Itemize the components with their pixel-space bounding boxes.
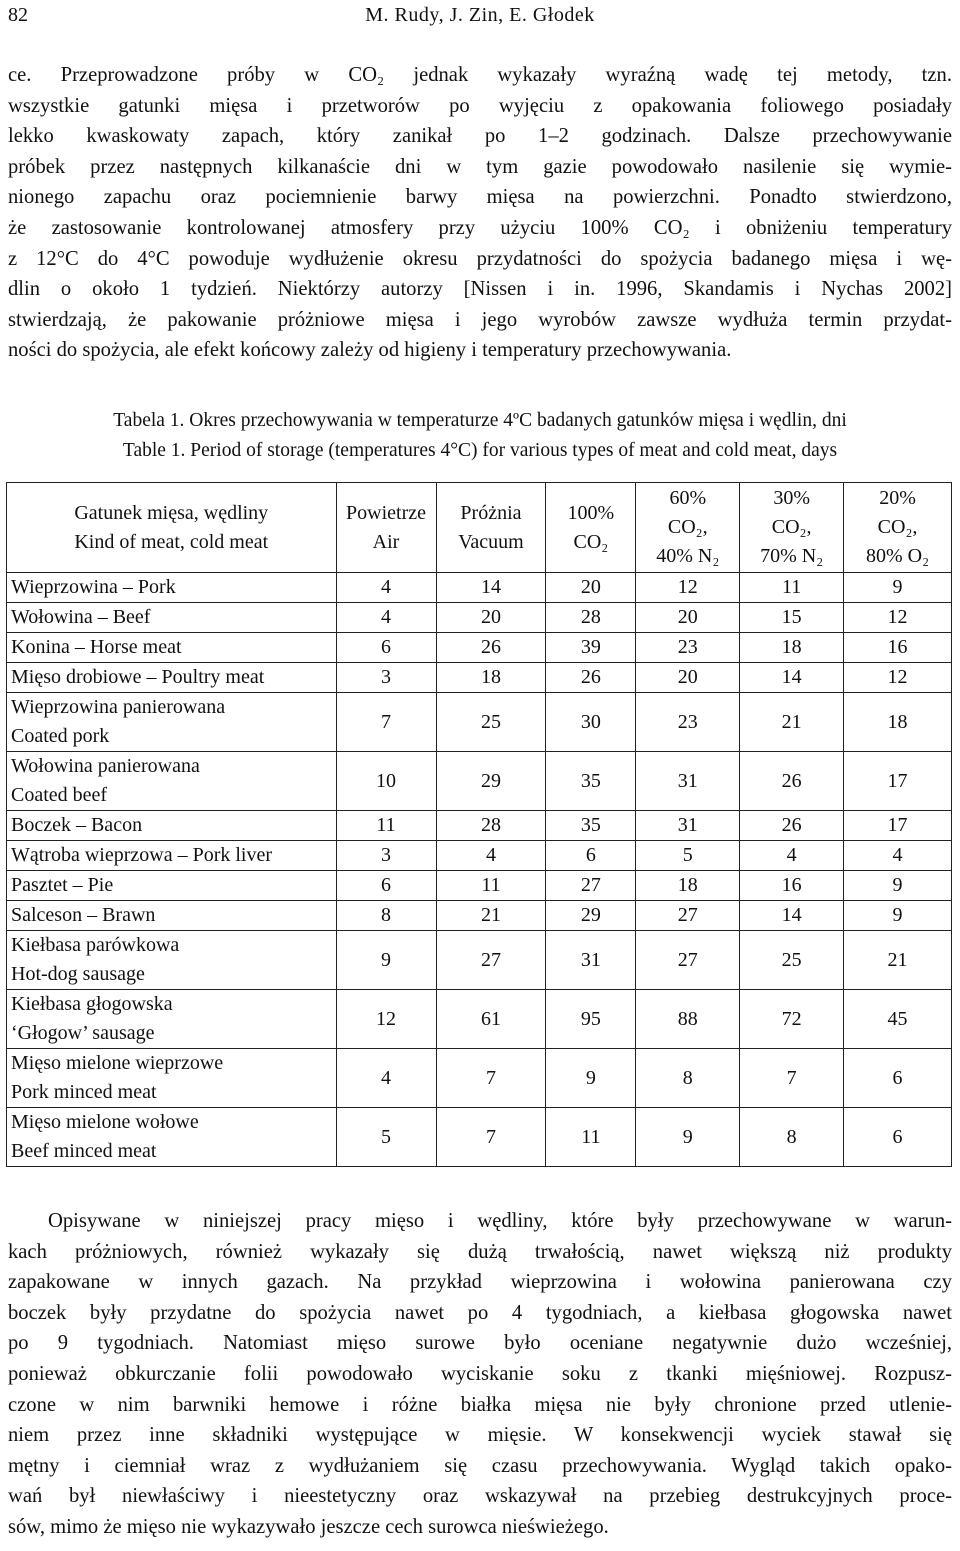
- header-mix-20-80: [844, 483, 952, 573]
- value-cell: 16: [740, 871, 844, 901]
- value-cell: 26: [436, 633, 546, 663]
- row-name-pl: Pasztet – Pie: [11, 874, 114, 896]
- value-cell: 31: [636, 752, 740, 811]
- row-name-pl: Mięso mielone wołowe: [11, 1111, 199, 1133]
- value-cell: 11: [336, 811, 436, 841]
- header-vacuum-pl: Próżnia: [460, 501, 522, 524]
- value-cell: 18: [436, 663, 546, 693]
- value-cell: 6: [336, 633, 436, 663]
- page-header: [8, 2, 952, 28]
- table-row: [7, 752, 952, 811]
- row-name: [7, 693, 337, 752]
- table-row: [7, 1108, 952, 1167]
- value-cell: 8: [740, 1108, 844, 1167]
- row-name: [7, 752, 337, 811]
- value-cell: 18: [636, 871, 740, 901]
- value-cell: 7: [436, 1108, 546, 1167]
- text-line: dlin o około 1 tydzień. Niektórzy autorzy [Nissen i in. 1996, Skandamis i Nychas 2002]: [8, 278, 952, 301]
- header-mix2-b: CO₂,: [771, 516, 812, 538]
- row-name-en: Coated beef: [11, 784, 108, 806]
- value-cell: 6: [336, 871, 436, 901]
- value-cell: 12: [844, 603, 952, 633]
- value-cell: 4: [336, 1049, 436, 1108]
- header-mix-60-40: [636, 483, 740, 573]
- value-cell: 72: [740, 990, 844, 1049]
- value-cell: 3: [336, 663, 436, 693]
- table-row: [7, 931, 952, 990]
- table-header-row: [7, 483, 952, 573]
- value-cell: 14: [740, 901, 844, 931]
- value-cell: 18: [844, 693, 952, 752]
- value-cell: 25: [740, 931, 844, 990]
- value-cell: 15: [740, 603, 844, 633]
- header-vacuum: [436, 483, 546, 573]
- row-name: [7, 871, 337, 901]
- value-cell: 18: [740, 633, 844, 663]
- value-cell: 7: [740, 1049, 844, 1108]
- value-cell: 23: [636, 633, 740, 663]
- value-cell: 7: [436, 1049, 546, 1108]
- value-cell: 4: [336, 573, 436, 603]
- value-cell: 27: [436, 931, 546, 990]
- value-cell: 45: [844, 990, 952, 1049]
- header-mix1-b: CO₂,: [667, 516, 708, 538]
- value-cell: 21: [740, 693, 844, 752]
- value-cell: 26: [740, 811, 844, 841]
- text-line: ności do spożycia, ale efekt końcowy zależy od higieny i temperatury przechowywania.: [8, 339, 732, 362]
- header-mix1-c: 40% N₂: [656, 545, 720, 567]
- header-air: [336, 483, 436, 573]
- row-name: [7, 931, 337, 990]
- row-name-en: Beef minced meat: [11, 1140, 157, 1162]
- text-line: kach próżniowych, również wykazały się dużą trwałością, nawet większą niż produkty: [8, 1240, 952, 1263]
- value-cell: 8: [336, 901, 436, 931]
- table-row: [7, 693, 952, 752]
- header-mix3-b: CO₂,: [877, 516, 918, 538]
- value-cell: 17: [844, 752, 952, 811]
- row-name: [7, 1108, 337, 1167]
- table-row: [7, 990, 952, 1049]
- value-cell: 31: [546, 931, 636, 990]
- value-cell: 20: [636, 663, 740, 693]
- value-cell: 3: [336, 841, 436, 871]
- value-cell: 4: [844, 841, 952, 871]
- page-number: 82: [8, 4, 28, 26]
- value-cell: 27: [636, 901, 740, 931]
- row-name-en: Pork minced meat: [11, 1081, 157, 1103]
- header-mix-30-70: [740, 483, 844, 573]
- table-row: [7, 901, 952, 931]
- value-cell: 27: [636, 931, 740, 990]
- row-name-pl: Wieprzowina panierowana: [11, 696, 226, 718]
- value-cell: 11: [740, 573, 844, 603]
- table-row: [7, 871, 952, 901]
- header-air-en: Air: [372, 530, 400, 553]
- text-line: mętny i ciemniał wraz z wydłużaniem się czasu przechowywania. Wygląd takich opako-: [8, 1454, 952, 1477]
- row-name-en: ‘Głogow’ sausage: [11, 1022, 155, 1044]
- table-row: [7, 811, 952, 841]
- value-cell: 9: [546, 1049, 636, 1108]
- value-cell: 9: [336, 931, 436, 990]
- value-cell: 20: [546, 573, 636, 603]
- value-cell: 29: [436, 752, 546, 811]
- text-line: niem przez inne składniki występujące w mięsie. W konsekwencji wyciek stawał się: [8, 1424, 952, 1447]
- text-line: że zastosowanie kontrolowanej atmosfery przy użyciu 100% CO₂ i obniżeniu temperatury: [8, 216, 952, 239]
- row-name-pl: Salceson – Brawn: [11, 904, 156, 926]
- value-cell: 31: [636, 811, 740, 841]
- value-cell: 11: [436, 871, 546, 901]
- header-kind-en: Kind of meat, cold meat: [74, 530, 269, 553]
- value-cell: 12: [636, 573, 740, 603]
- value-cell: 6: [546, 841, 636, 871]
- value-cell: 9: [844, 901, 952, 931]
- value-cell: 12: [844, 663, 952, 693]
- row-name-pl: Wątroba wieprzowa – Pork liver: [11, 844, 273, 866]
- header-mix3-a: 20%: [879, 487, 916, 509]
- text-line: stwierdzają, że pakowanie próżniowe mięsa i jego wyrobów zawsze wydłuża termin przydat-: [8, 308, 952, 331]
- header-kind: [7, 483, 337, 573]
- row-name: [7, 633, 337, 663]
- value-cell: 95: [546, 990, 636, 1049]
- value-cell: 6: [844, 1049, 952, 1108]
- header-mix1-a: 60%: [669, 487, 707, 509]
- value-cell: 6: [844, 1108, 952, 1167]
- value-cell: 28: [436, 811, 546, 841]
- value-cell: 30: [546, 693, 636, 752]
- header-air-pl: Powietrze: [346, 501, 426, 524]
- value-cell: 21: [436, 901, 546, 931]
- row-name: [7, 811, 337, 841]
- table-row: [7, 603, 952, 633]
- value-cell: 14: [740, 663, 844, 693]
- text-line: lekko kwaskowaty zapach, który zanikał po 1–2 godzinach. Dalsze przechowywanie: [8, 125, 952, 148]
- header-co2-pct: 100%: [567, 501, 615, 524]
- header-mix2-a: 30%: [773, 487, 810, 509]
- row-name-en: Hot-dog sausage: [11, 963, 145, 985]
- value-cell: 39: [546, 633, 636, 663]
- value-cell: 20: [436, 603, 546, 633]
- row-name: [7, 990, 337, 1049]
- text-line: czone w nim barwniki hemowe i różne białka mięsa nie były chronione przed utlenie-: [8, 1393, 952, 1416]
- paragraph-1: [8, 60, 952, 366]
- table-row: [7, 663, 952, 693]
- value-cell: 11: [546, 1108, 636, 1167]
- header-co2-label: CO₂: [573, 530, 609, 553]
- text-line: po 9 tygodniach. Natomiast mięso surowe było oceniane negatywnie dużo wcześniej,: [8, 1332, 952, 1355]
- table-row: [7, 841, 952, 871]
- row-name: [7, 901, 337, 931]
- table-body: [7, 573, 952, 1167]
- header-vacuum-en: Vacuum: [458, 530, 524, 553]
- value-cell: 14: [436, 573, 546, 603]
- text-line: sów, mimo że mięso nie wykazywało jeszcze cech surowca nieświeżego.: [8, 1515, 609, 1538]
- text-line: boczek były przydatne do spożycia nawet po 4 tygodniach, a kiełbasa głogowska nawet: [8, 1301, 952, 1324]
- value-cell: 9: [844, 573, 952, 603]
- table-row: [7, 633, 952, 663]
- running-authors: M. Rudy, J. Zin, E. Głodek: [365, 4, 595, 26]
- text-line: z 12°C do 4°C powoduje wydłużenie okresu przydatności do spożycia badanego mięsa i wę-: [8, 247, 952, 270]
- table-caption-pl: Tabela 1. Okres przechowywania w temperaturze 4ºC badanych gatunków mięsa i wędlin, dni: [113, 410, 847, 431]
- value-cell: 8: [636, 1049, 740, 1108]
- text-line: wań był niewłaściwy i nieestetyczny oraz wskazywał na przebieg destrukcyjnych proce-: [8, 1485, 952, 1508]
- header-kind-pl: Gatunek mięsa, wędliny: [74, 501, 269, 524]
- value-cell: 12: [336, 990, 436, 1049]
- value-cell: 35: [546, 752, 636, 811]
- value-cell: 9: [844, 871, 952, 901]
- table-caption-en: Table 1. Period of storage (temperatures 4°C) for various types of meat and cold meat, days: [122, 440, 838, 461]
- row-name-pl: Mięso mielone wieprzowe: [11, 1052, 224, 1074]
- row-name: [7, 1049, 337, 1108]
- value-cell: 16: [844, 633, 952, 663]
- value-cell: 25: [436, 693, 546, 752]
- text-line: wszystkie gatunki mięsa i przetworów po wyjęciu z opakowania foliowego posiadały: [8, 94, 952, 117]
- paragraph-2: [8, 1206, 952, 1543]
- text-line: zapakowane w innych gazach. Na przykład wieprzowina i wołowina panierowana czy: [8, 1271, 952, 1294]
- value-cell: 4: [336, 603, 436, 633]
- header-co2: [546, 483, 636, 573]
- row-name-pl: Mięso drobiowe – Poultry meat: [11, 666, 265, 688]
- row-name-pl: Wołowina – Beef: [11, 606, 151, 628]
- value-cell: 27: [546, 871, 636, 901]
- text-line: ce. Przeprowadzone próby w CO₂ jednak wykazały wyraźną wadę tej metody, tzn.: [8, 64, 952, 86]
- value-cell: 88: [636, 990, 740, 1049]
- row-name-pl: Boczek – Bacon: [11, 814, 143, 836]
- row-name-pl: Kiełbasa parówkowa: [11, 934, 180, 956]
- row-name-pl: Kiełbasa głogowska: [11, 993, 173, 1015]
- value-cell: 4: [436, 841, 546, 871]
- value-cell: 35: [546, 811, 636, 841]
- value-cell: 4: [740, 841, 844, 871]
- value-cell: 7: [336, 693, 436, 752]
- text-line: próbek przez następnych kilkanaście dni w tym gazie powodowało nasilenie się wymie-: [8, 155, 952, 178]
- value-cell: 26: [546, 663, 636, 693]
- value-cell: 61: [436, 990, 546, 1049]
- value-cell: 20: [636, 603, 740, 633]
- value-cell: 21: [844, 931, 952, 990]
- text-line: ponieważ obkurczanie folii powodowało wyciskanie soku z tkanki mięśniowej. Rozpusz-: [8, 1362, 952, 1385]
- table-row: [7, 1049, 952, 1108]
- value-cell: 5: [636, 841, 740, 871]
- row-name-en: Coated pork: [11, 725, 110, 747]
- row-name-pl: Konina – Horse meat: [11, 636, 182, 658]
- row-name-pl: Wieprzowina – Pork: [11, 576, 176, 598]
- row-name: [7, 663, 337, 693]
- value-cell: 28: [546, 603, 636, 633]
- text-line: Opisywane w niniejszej pracy mięso i wędliny, które były przechowywane w warun-: [48, 1210, 952, 1232]
- row-name-pl: Wołowina panierowana: [11, 755, 200, 777]
- value-cell: 29: [546, 901, 636, 931]
- row-name: [7, 573, 337, 603]
- row-name: [7, 841, 337, 871]
- table-row: [7, 573, 952, 603]
- value-cell: 26: [740, 752, 844, 811]
- value-cell: 10: [336, 752, 436, 811]
- value-cell: 17: [844, 811, 952, 841]
- header-mix3-c: 80% O₂: [866, 545, 930, 567]
- value-cell: 5: [336, 1108, 436, 1167]
- header-mix2-c: 70% N₂: [760, 545, 824, 567]
- value-cell: 9: [636, 1108, 740, 1167]
- row-name: [7, 603, 337, 633]
- value-cell: 23: [636, 693, 740, 752]
- text-line: nionego zapachu oraz pociemnienie barwy mięsa na powierzchni. Ponadto stwierdzono,: [8, 186, 952, 209]
- storage-table: [6, 482, 952, 1167]
